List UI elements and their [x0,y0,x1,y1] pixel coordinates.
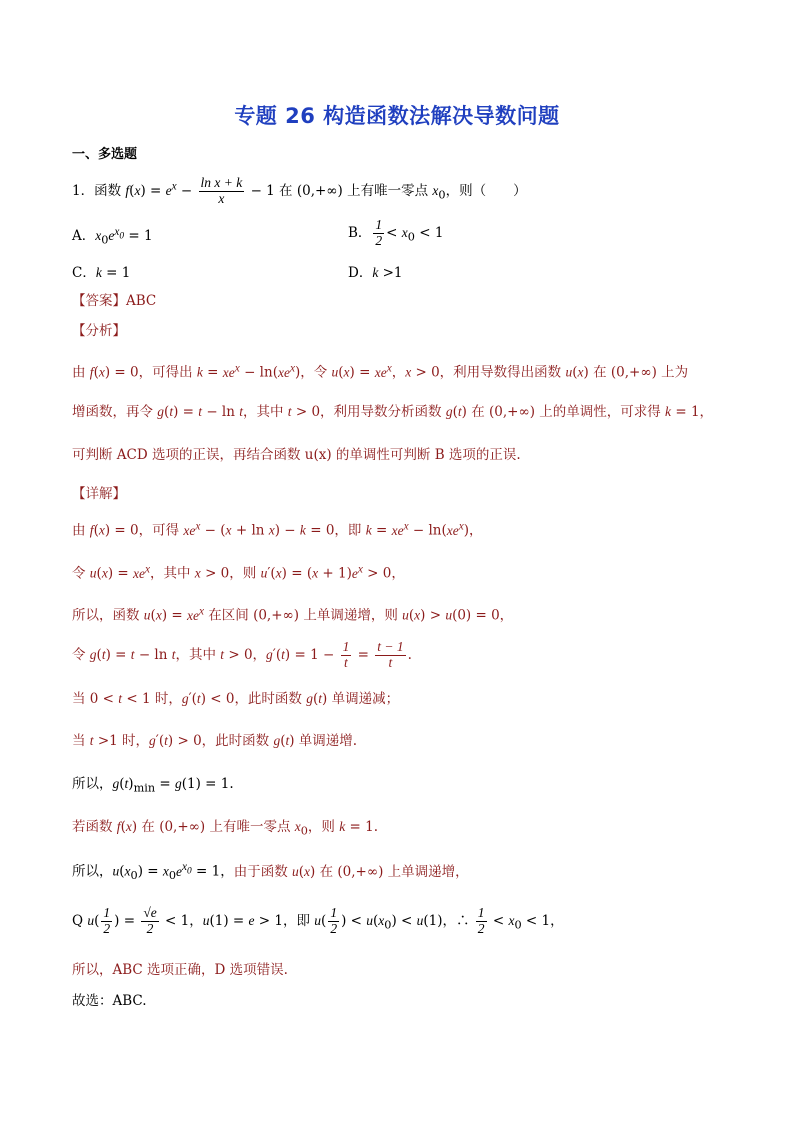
detail-line-7: 所以，$g(t)_{min} = g(1) = 1$. [72,776,234,795]
detail-label: 【详解】 [72,486,126,502]
analysis-label: 【分析】 [72,323,126,339]
option-a: A．$x_0e^{x_0} = 1$ [72,225,153,247]
detail-line-11: 所以，ABC 选项正确，D 选项错误. [72,962,288,978]
page-title: 专题 26 构造函数法解决导数问题 [234,104,560,128]
option-c: C．k = 1 [72,265,131,281]
detail-line-1: 由 f(x) = 0，可得 $xe^x - (x + \ln x) - k = 0$，即 $k = xe^x - \ln(xe^x)$， [72,520,483,539]
detail-line-3: 所以，函数 $u(x) = xe^x$ 在区间 (0,+∞) 上单调递增，则 u(x) > u(0) = 0， [72,605,514,624]
option-b: B． $\frac{1}{2}$ < $x_0 < 1$ [348,217,444,248]
analysis-line-2: 增函数，再令 g(t) = t − ln t，其中 t > 0，利用导数分析函数 g(t) 在 (0,+∞) 上的单调性，可求得 k = 1， [72,404,714,420]
analysis-line-1: 由 f(x) = 0，可得出 $k = xe^x - \ln(xe^x)$，令 $u(x) = xe^x$，x > 0，利用导数得出函数 u(x) 在 (0,+∞) 上为 [72,362,689,381]
detail-line-4: 令 g(t) = t − ln t，其中 t > 0，g′(t) = 1 − $\frac{1}{t}$ = $\frac{t - 1}{t}$ . [72,639,412,670]
answer-label: 【答案】ABC [72,293,157,309]
option-d: D．k >1 [348,265,403,281]
detail-line-6: 当 t >1 时，g′(t) > 0，此时函数 g(t) 单调递增. [72,733,358,749]
analysis-line-3: 可判断 ACD 选项的正误，再结合函数 u(x) 的单调性可判断 B 选项的正误. [72,447,521,463]
detail-line-2: 令 $u(x) = xe^x$，其中 x > 0，则 $u'(x) = (x + 1)e^x > 0$， [72,563,405,582]
detail-line-9: 所以，$u(x_0) = x_0e^{x_0} = 1$，由于函数 u(x) 在 (0,+∞) 上单调递增， [72,861,469,883]
detail-line-10: Q u( $\frac{1}{2}$ ) = $\frac{√e}{2}$ < 1，u(1) = e > 1，即 u( $\frac{1}{2}$ ) < $u(x_0) < u(1)$，∴ $\frac{1}{2}$ < $x_0 < 1$， [72,905,564,936]
detail-line-8: 若函数 f(x) 在 (0,+∞) 上有唯一零点 $x_0$，则 k = 1. [72,819,378,838]
question-text: 1．函数 $f(x) = e^x$ − $\frac{\text{ln x + k}}{x}$ − 1 在 (0,+∞) 上有唯一零点 $x_0$，则（ ） [72,175,527,206]
detail-line-12: 故选：ABC. [72,993,147,1009]
section-heading: 一、多选题 [72,147,138,162]
detail-line-5: 当 0 < t < 1 时，g′(t) < 0，此时函数 g(t) 单调递减； [72,691,400,707]
